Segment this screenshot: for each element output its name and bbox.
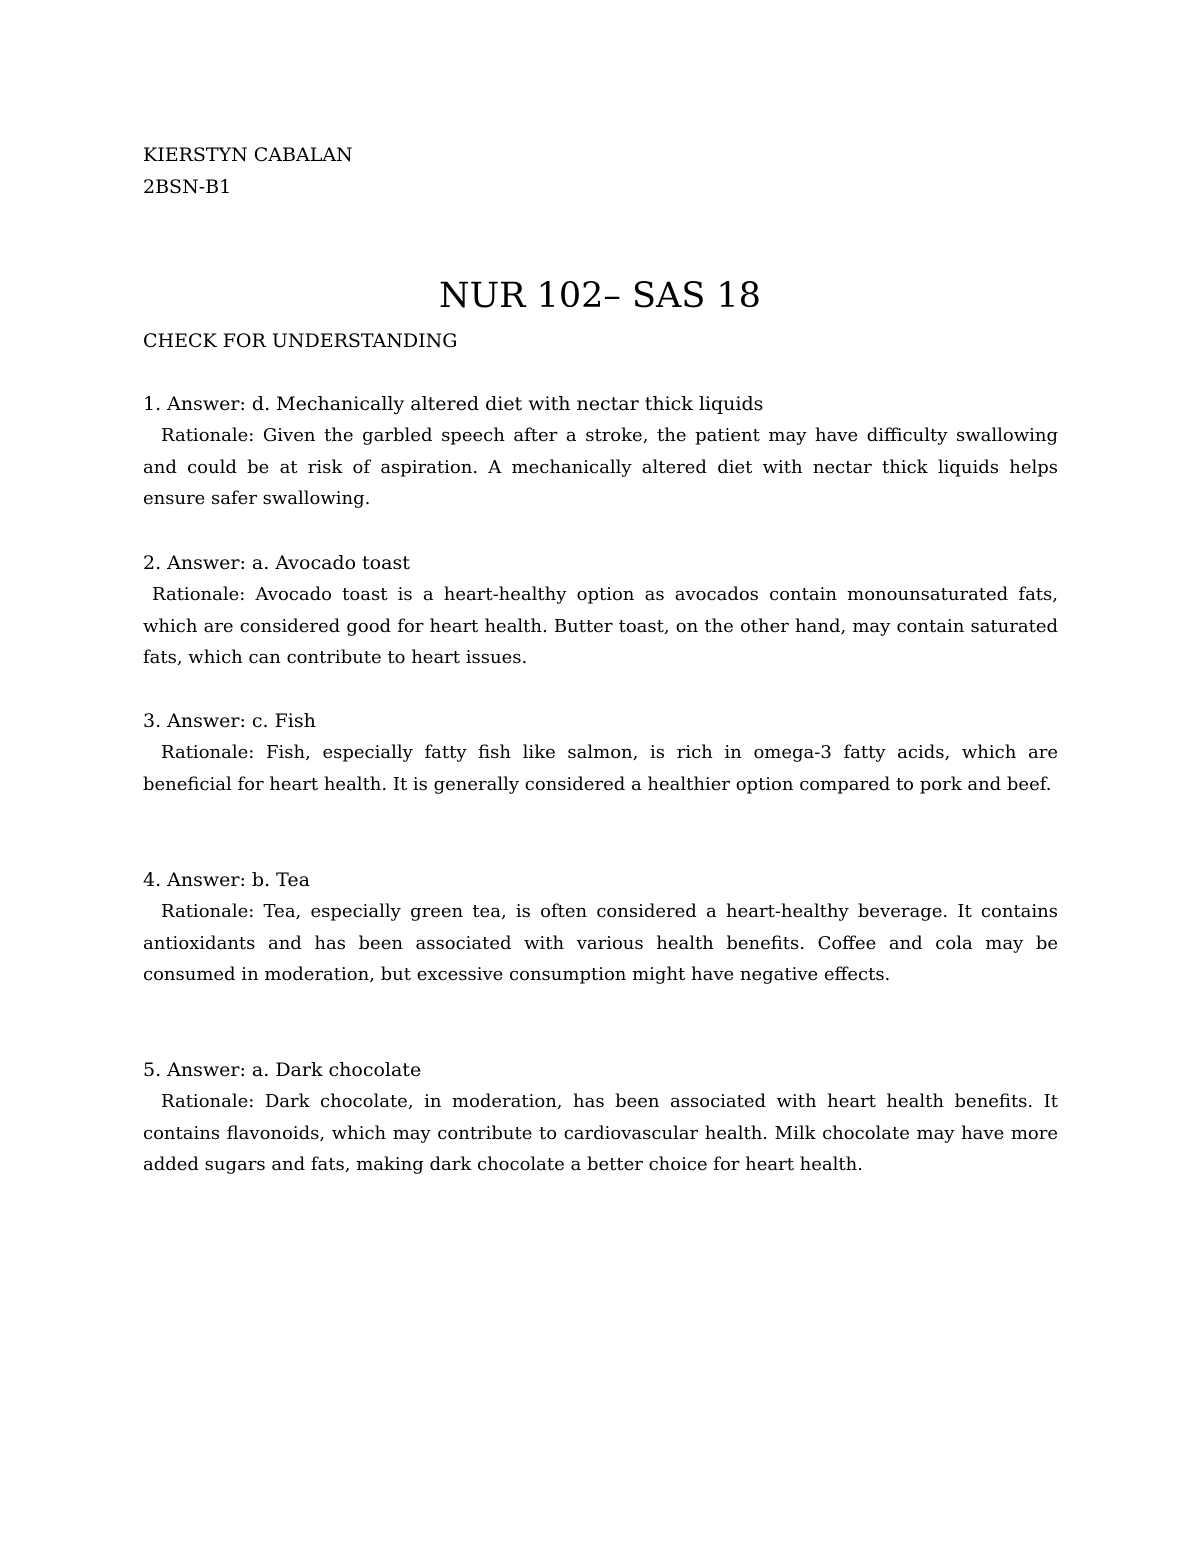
answer-line: 4. Answer: b. Tea [143,869,310,891]
rationale-paragraph [143,737,1058,800]
question-item-1 [143,388,1058,515]
rationale-text: Rationale: Tea, especially green tea, is often considered a heart-healthy beverage. It contains antioxidants and has been associated with various health benefits. Coffee and cola may be consumed in moderation, but excessive consumption might have negative effects. [143,901,1058,986]
document-title: NUR 102– SAS 18 [439,276,761,316]
rationale-paragraph [143,579,1058,674]
rationale-text: Rationale: Given the garbled speech after a stroke, the patient may have difficulty swallowing and could be at risk of aspiration. A mechanically altered diet with nectar thick liquids helps ensure safer swallowing. [143,425,1058,510]
rationale-paragraph [143,1086,1058,1181]
answer-line: 3. Answer: c. Fish [143,710,316,732]
answer-line: 5. Answer: a. Dark chocolate [143,1059,422,1081]
rationale-text: Rationale: Avocado toast is a heart-healthy option as avocados contain monounsaturated fats, which are considered good for heart health. Butter toast, on the other hand, may contain saturated fats, which can contribute to heart issues. [143,584,1058,669]
question-item-4 [143,864,1058,991]
section-heading: CHECK FOR UNDERSTANDING [143,330,458,352]
answer-line: 2. Answer: a. Avocado toast [143,552,410,574]
student-section: 2BSN-B1 [143,176,232,198]
answer-line: 1. Answer: d. Mechanically altered diet with nectar thick liquids [143,393,764,415]
rationale-paragraph [143,896,1058,991]
rationale-text: Rationale: Dark chocolate, in moderation, has been associated with heart health benefits. It contains flavonoids, which may contribute to cardiovascular health. Milk chocolate may have more added sugars and fats, making dark chocolate a better choice for heart health. [143,1091,1058,1176]
rationale-text: Rationale: Fish, especially fatty fish like salmon, is rich in omega-3 fatty acids, which are beneficial for heart health. It is generally considered a healthier option compared to pork and beef. [143,742,1058,795]
student-name: KIERSTYN CABALAN [143,144,353,166]
question-item-5 [143,1054,1058,1181]
question-item-2 [143,547,1058,674]
rationale-paragraph [143,420,1058,515]
question-item-3 [143,705,1058,800]
